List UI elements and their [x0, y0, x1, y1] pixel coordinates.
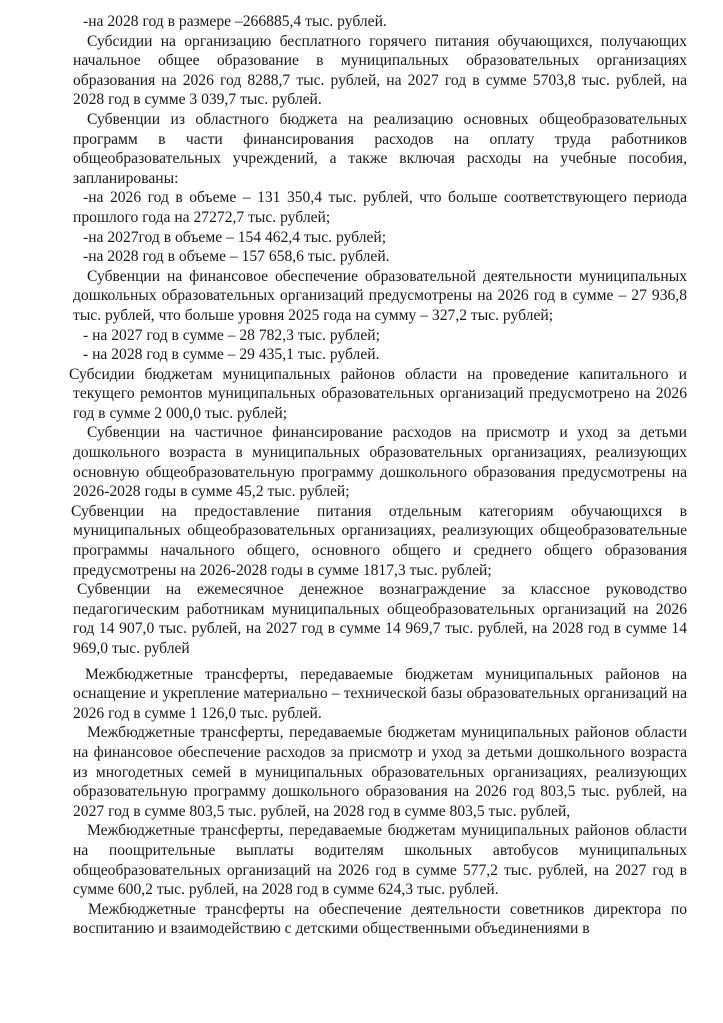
- paragraph-large-families-transfers: Межбюджетные трансферты, передаваемые бюджетам муниципальных районов области на финансовое обеспечение расходов за присмотр и уход за детьми дошкольного возраста из многодетных семей в муниципальных образовательных организациях, реализующих образовательную программу дошкольного образования на 2026 год 803,5 тыс. рублей, на 2027 год в сумме 803,5 тыс. рублей, на 2028 год в сумме 803,5 тыс. рублей,: [73, 724, 687, 820]
- paragraph-hot-meals-subsidy: Субсидии на организацию бесплатного горячего питания обучающихся, получающих начальное общее образование в муниципальных образовательных организациях образования на 2026 год 8288,7 тыс. рублей, на 2027 год в сумме 5703,8 тыс. рублей, на 2028 год в сумме 3 039,7 тыс. рублей.: [73, 32, 687, 109]
- paragraph-repair-subsidy: Субсидии бюджетам муниципальных районов области на проведение капитального и текущего ремонтов муниципальных образовательных организаций предусмотрено на 2026 год в сумме 2 000,0 тыс. рублей;: [69, 365, 687, 422]
- document-page: [69, 12, 687, 939]
- paragraph-director-advisors-transfers: Межбюджетные трансферты на обеспечение деятельности советников директора по воспитанию и взаимодействию с детскими общественными объединениями в: [73, 900, 687, 938]
- paragraph-meals-categories-subvention: Субвенции на предоставление питания отдельным категориям обучающихся в муниципальных общеобразовательных организациях, реализующих общеобразовательные программы начального общего, основного общего и среднего общего образования предусмотрены на 2026-2028 годы в сумме 1817,3 тыс. рублей;: [71, 502, 687, 579]
- paragraph-material-base-transfers: Межбюджетные трансферты, передаваемые бюджетам муниципальных районов на оснащение и укрепление материально – технической базы образовательных организаций на 2026 год в сумме 1 126,0 тыс. рублей.: [73, 665, 687, 722]
- paragraph-2027-volume: -на 2027год в объеме – 154 462,4 тыс. рублей;: [83, 228, 387, 246]
- paragraph-2028-amount: -на 2028 год в размере –266885,4 тыс. рублей.: [83, 13, 387, 30]
- paragraph-childcare-subvention: Субвенции на частичное финансирование расходов на присмотр и уход за детьми дошкольного возраста в муниципальных образовательных организациях, реализующих основную общеобразовательную программу дошкольного образования предусмотрены на 2026-2028 годы в сумме 45,2 тыс. рублей;: [73, 424, 687, 501]
- paragraph-2028-volume: -на 2028 год в объеме – 157 658,6 тыс. рублей.: [83, 248, 390, 266]
- paragraph-bus-drivers-transfers: Межбюджетные трансферты, передаваемые бюджетам муниципальных районов области на поощрительные выплаты водителям школьных автобусов муниципальных общеобразовательных организаций на 2026 год в сумме 577,2 тыс. рублей, на 2027 год в сумме 600,2 тыс. рублей, на 2028 год в сумме 624,3 тыс. рублей.: [73, 822, 687, 899]
- paragraph-preschool-2028: - на 2028 год в сумме – 29 435,1 тыс. рублей.: [83, 346, 380, 364]
- paragraph-class-management-subvention: Субвенции на ежемесячное денежное вознаграждение за классное руководство педагогическим работникам муниципальных общеобразовательных организаций на 2026 год 14 907,0 тыс. рублей, на 2027 год в сумме 14 969,7 тыс. рублей, на 2028 год в сумме 14 969,0 тыс. рублей: [73, 581, 687, 657]
- paragraph-preschool-2027: - на 2027 год в сумме – 28 782,3 тыс. рублей;: [83, 326, 380, 344]
- paragraph-preschool-subvention: Субвенции на финансовое обеспечение образовательной деятельности муниципальных дошкольных образовательных организаций предусмотрены на 2026 год в сумме – 27 936,8 тыс. рублей, что больше уровня 2025 года на сумму – 327,2 тыс. рублей;: [73, 267, 687, 324]
- paragraph-general-education-subvention: Субвенции из областного бюджета на реализацию основных общеобразовательных программ в части финансирования расходов на оплату труда работников общеобразовательных учреждений, а также включая расходы на учебные пособия, запланированы:: [73, 110, 687, 187]
- paragraph-2026-volume: -на 2026 год в объеме – 131 350,4 тыс. рублей, что больше соответствующего периода прошлого года на 27272,7 тыс. рублей;: [73, 189, 687, 226]
